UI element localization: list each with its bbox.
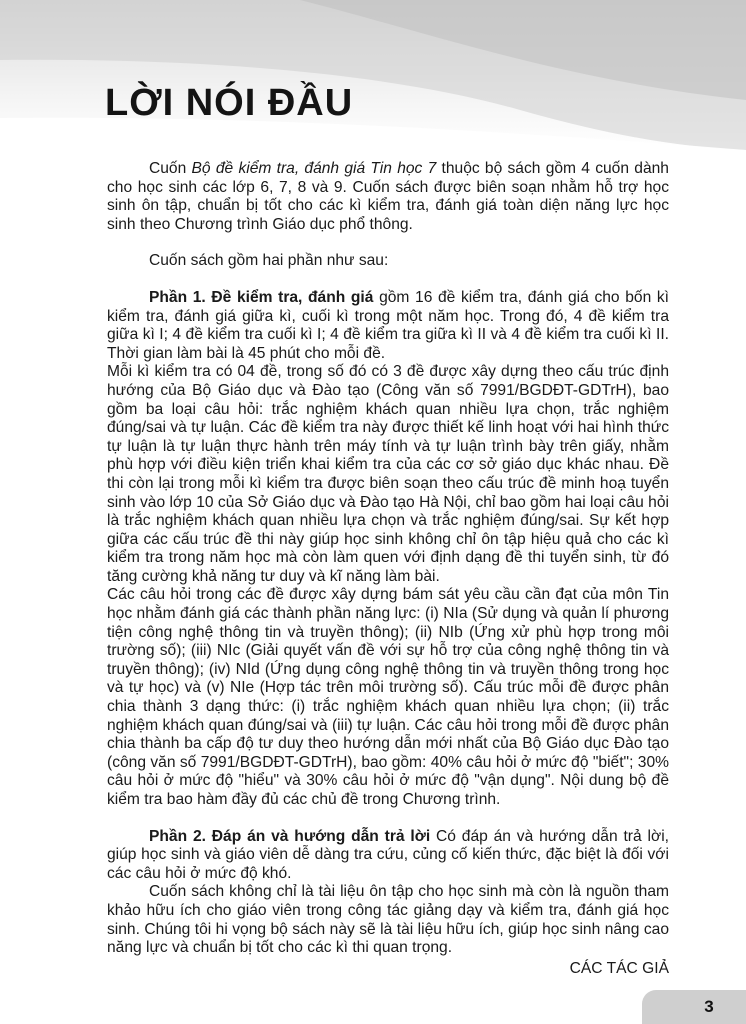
header-band xyxy=(0,0,746,150)
part2-label: Phần 2. Đáp án và hướng dẫn trả lời xyxy=(149,827,431,845)
page-title: LỜI NÓI ĐẦU xyxy=(105,82,354,124)
page-number: 3 xyxy=(704,997,714,1016)
part1-text: gồm 16 đề kiểm tra, đánh giá cho bốn kì kiểm tra, đánh giá giữa kì, cuối kì trong một năm học. Trong đó, 4 đề kiểm tra giữa kì I; 4 đề kiểm tra cuối kì I; 4 đề kiểm tra giữa kì II và 4 đề kiểm tra cuối kì II. Thời gian làm bài là 45 phút cho mỗi đề. xyxy=(107,288,669,362)
part2-text: Có đáp án và hướng dẫn trả lời, giúp học sinh và giáo viên dễ dàng tra cứu, củng cố kiến thức, đặc biệt là đối với các câu hỏi ở mức độ khó. xyxy=(107,827,669,882)
page-number-tab xyxy=(642,990,746,1024)
intro-text-a: Cuốn xyxy=(149,160,192,177)
preface-body xyxy=(107,160,669,978)
book-title: Bộ đề kiểm tra, đánh giá Tin học 7 xyxy=(191,160,437,177)
competencies-paragraph: Các câu hỏi trong các đề được xây dựng bám sát yêu cầu cần đạt của môn Tin học nhằm đánh giá các thành phần năng lực: (i) NIa (Sử dụng và quản lí phương tiện công nghệ thông tin và truyền thông); (ii) NIb (Ứng xử phù hợp trong môi trường số); (iii) NIc (Giải quyết vấn đề với sự hỗ trợ của công nghệ thông tin và truyền thông); (iv) NId (Ứng dụng công nghệ thông tin và truyền thông trong học và tự học) và (v) NIe (Hợp tác trên môi trường số). Cấu trúc mỗi đề được phân chia thành 3 dạng thức: (i) trắc nghiệm khách quan nhiều lựa chọn; (ii) trắc nghiệm khách quan đúng/sai và (iii) tự luận. Các câu hỏi trong mỗi đề được phân chia thành ba cấp độ tư duy theo hướng dẫn mới nhất của Bộ Giáo dục Đào tạo (công văn số 7991/BGDĐT-GDTrH), bao gồm: 40% câu hỏi ở mức độ "biết"; 30% câu hỏi ở mức độ "hiểu" và 30% câu hỏi ở mức độ "vận dụng". Nội dung bộ đề kiểm tra bao hàm đầy đủ các chủ đề trong Chương trình. xyxy=(107,586,669,808)
part1-label: Phần 1. Đề kiểm tra, đánh giá xyxy=(149,288,374,306)
intro-paragraph xyxy=(107,160,669,234)
signature: CÁC TÁC GIẢ xyxy=(569,959,669,977)
header-swoosh xyxy=(0,0,746,150)
closing-paragraph: Cuốn sách không chỉ là tài liệu ôn tập cho học sinh mà còn là nguồn tham khảo hữu ích cho giáo viên trong công tác giảng dạy và kiểm tra, đánh giá học sinh. Chúng tôi hi vọng bộ sách này sẽ là tài liệu hữu ích, giúp học sinh nâng cao năng lực và chuẩn bị tốt cho các kì thi quan trọng. xyxy=(107,883,669,957)
exam-structure-paragraph: Mỗi kì kiểm tra có 04 đề, trong số đó có 3 đề được xây dựng theo cấu trúc định hướng của Bộ Giáo dục và Đào tạo (Công văn số 7991/BGDĐT-GDTrH), bao gồm ba loại câu hỏi: trắc nghiệm khách quan nhiều lựa chọn, trắc nghiệm đúng/sai và tự luận. Các đề kiểm tra này được thiết kế linh hoạt với hai hình thức tự luận là tự luận thực hành trên máy tính và tự luận trình bày trên giấy, nhằm phù hợp với điều kiện triển khai kiểm tra của các cơ sở giáo dục khác nhau. Đề thi còn lại trong mỗi kì kiểm tra được biên soạn theo cấu trúc đề minh hoạ tuyển sinh vào lớp 10 của Sở Giáo dục và Đào tạo Hà Nội, chỉ bao gồm hai loại câu hỏi là trắc nghiệm khách quan nhiều lựa chọn và trắc nghiệm đúng/sai. Sự kết hợp giữa các cấu trúc đề thi này giúp học sinh không chỉ ôn tập hiệu quả cho các kì kiểm tra trong năm học mà còn làm quen với định dạng đề thi tuyển sinh, từ đó tăng cường khả năng tư duy và kĩ năng làm bài. xyxy=(107,363,669,585)
part1-paragraph xyxy=(107,289,669,363)
structure-paragraph: Cuốn sách gồm hai phần như sau: xyxy=(149,252,389,270)
intro-text-b: thuộc bộ sách gồm 4 cuốn dành cho học sinh các lớp 6, 7, 8 và 9. Cuốn sách được biên soạn nhằm hỗ trợ học sinh ôn tập, chuẩn bị tốt cho các kì kiểm tra, đánh giá toàn diện năng lực học sinh theo Chương trình Giáo dục phổ thông. xyxy=(107,160,669,233)
part2-paragraph xyxy=(107,828,669,884)
